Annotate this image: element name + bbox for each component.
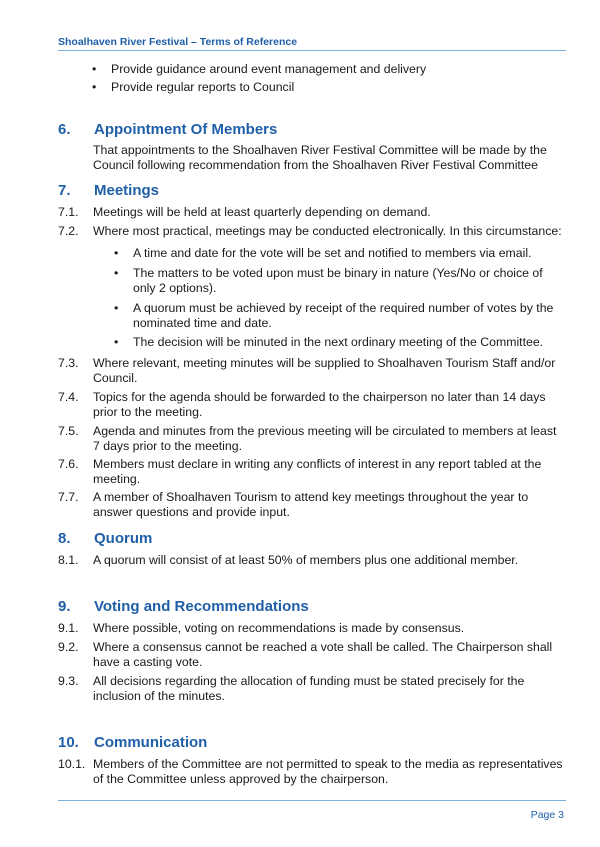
clause-number: 7.1.	[58, 205, 79, 219]
header-divider	[58, 50, 566, 51]
section-title: Appointment Of Members	[94, 121, 278, 138]
clause-item	[58, 356, 563, 385]
clause-text: Where possible, voting on recommendations is made by consensus.	[93, 621, 465, 635]
section-heading-meetings	[58, 182, 558, 199]
list-item	[92, 80, 562, 95]
document-header-title: Shoalhaven River Festival – Terms of Reference	[58, 36, 298, 48]
clause-item	[58, 205, 563, 220]
clause-item	[58, 674, 563, 703]
clause-number: 8.1.	[58, 553, 79, 567]
footer-divider	[58, 800, 566, 801]
clause-item	[58, 457, 563, 486]
clause-text: Where relevant, meeting minutes will be supplied to Shoalhaven Tourism Staff and/or Council.	[93, 356, 556, 385]
bullet-text: The matters to be voted upon must be binary in nature (Yes/No or choice of only 2 options).	[133, 266, 543, 295]
section-title: Quorum	[94, 530, 153, 547]
list-item	[114, 246, 564, 261]
clause-text: A member of Shoalhaven Tourism to attend key meetings throughout the year to answer questions and provide input.	[93, 490, 529, 519]
section-title: Voting and Recommendations	[94, 598, 309, 615]
clause-text: Where a consensus cannot be reached a vote shall be called. The Chairperson shall have a casting vote.	[93, 640, 553, 669]
clause-item	[58, 553, 563, 568]
bullet-icon: •	[92, 62, 97, 76]
clause-number: 7.4.	[58, 390, 79, 404]
list-item	[114, 266, 564, 295]
list-item	[114, 301, 564, 330]
bullet-icon: •	[92, 80, 97, 94]
clause-item	[58, 424, 563, 453]
section-number: 8.	[58, 530, 71, 547]
section-number: 7.	[58, 182, 71, 199]
section-title: Meetings	[94, 182, 160, 199]
clause-item	[58, 621, 563, 636]
clause-number: 9.3.	[58, 674, 79, 688]
clause-text: All decisions regarding the allocation of funding must be stated precisely for the inclusion of the minutes.	[93, 674, 525, 703]
section-number: 6.	[58, 121, 71, 138]
bullet-text: The decision will be minuted in the next ordinary meeting of the Committee.	[133, 335, 544, 349]
bullet-text: Provide guidance around event management and delivery	[111, 62, 427, 76]
list-item	[92, 62, 562, 77]
clause-number: 7.2.	[58, 224, 79, 238]
section-heading-appointment	[58, 121, 558, 138]
bullet-icon: •	[114, 266, 119, 280]
clause-text: Topics for the agenda should be forwarded to the chairperson no later than 14 days prior to the meeting.	[93, 390, 546, 419]
page-number: Page 3	[530, 809, 564, 821]
section-title: Communication	[94, 734, 208, 751]
section-heading-communication	[58, 734, 558, 751]
bullet-icon: •	[114, 335, 119, 349]
clause-text: Members must declare in writing any conflicts of interest in any report tabled at the meeting.	[93, 457, 542, 486]
section-number: 9.	[58, 598, 71, 615]
clause-text: Meetings will be held at least quarterly depending on demand.	[93, 205, 431, 219]
clause-item	[58, 390, 563, 419]
clause-text: Members of the Committee are not permitted to speak to the media as representatives of the Committee unless approved by the chairperson.	[93, 757, 563, 786]
section-heading-quorum	[58, 530, 558, 547]
section-heading-voting	[58, 598, 558, 615]
bullet-text: A quorum must be achieved by receipt of the required number of votes by the nominated time and date.	[133, 301, 554, 330]
clause-text: Agenda and minutes from the previous meeting will be circulated to members at least 7 days prior to the meeting.	[93, 424, 557, 453]
bullet-icon: •	[114, 301, 119, 315]
clause-number: 9.1.	[58, 621, 79, 635]
section-paragraph: That appointments to the Shoalhaven River Festival Committee will be made by the Council following recommendation from the Shoalhaven River Festival Committee	[93, 143, 547, 172]
clause-number: 10.1.	[58, 757, 86, 771]
section-number: 10.	[58, 734, 79, 751]
clause-text: A quorum will consist of at least 50% of members plus one additional member.	[93, 553, 519, 567]
clause-number: 7.3.	[58, 356, 79, 370]
clause-number: 7.6.	[58, 457, 79, 471]
clause-number: 7.7.	[58, 490, 79, 504]
clause-item	[58, 757, 563, 786]
clause-number: 7.5.	[58, 424, 79, 438]
clause-item	[58, 490, 563, 519]
bullet-icon: •	[114, 246, 119, 260]
clause-number: 9.2.	[58, 640, 79, 654]
bullet-text: A time and date for the vote will be set and notified to members via email.	[133, 246, 532, 260]
clause-item	[58, 640, 563, 669]
list-item	[114, 335, 564, 350]
bullet-text: Provide regular reports to Council	[111, 80, 295, 94]
clause-item	[58, 224, 563, 239]
clause-text: Where most practical, meetings may be conducted electronically. In this circumstance:	[93, 224, 562, 238]
